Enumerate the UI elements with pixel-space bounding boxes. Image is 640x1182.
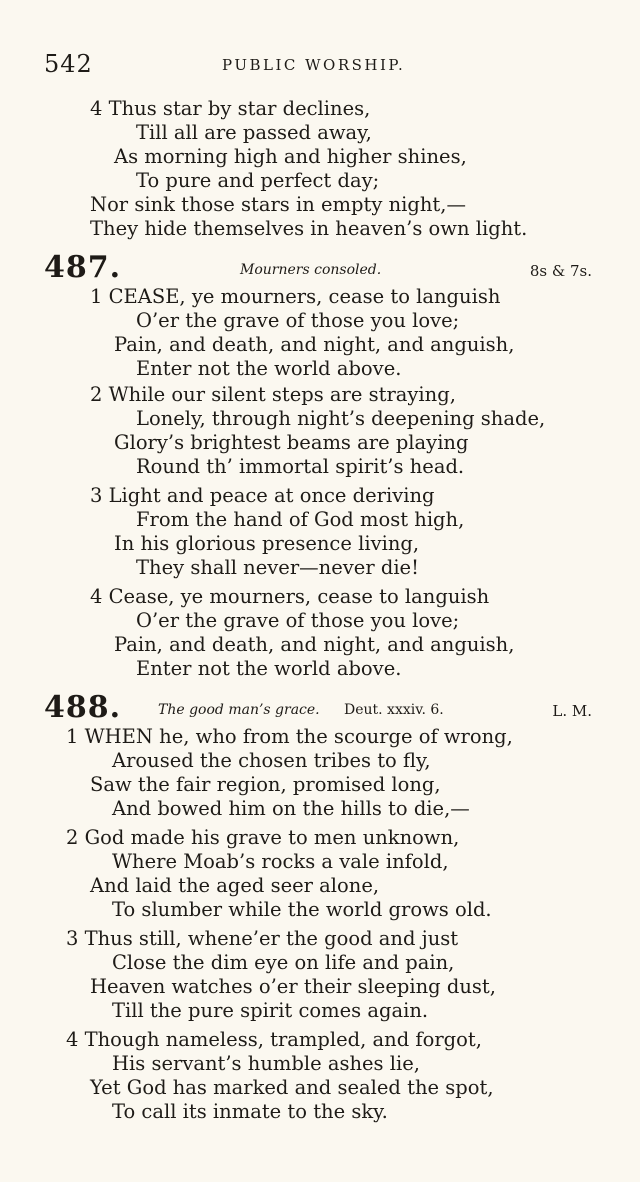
verse-line: From the hand of God most high,: [136, 508, 465, 531]
verse-line: 1 CEASE, ye mourners, cease to languish: [90, 285, 501, 308]
verse-line: To call its inmate to the sky.: [112, 1100, 388, 1123]
verse-line: And bowed him on the hills to die,—: [112, 797, 470, 820]
verse-line: Pain, and death, and night, and anguish,: [114, 633, 515, 656]
verse-line: And laid the aged seer alone,: [90, 874, 380, 897]
verse-line: O’er the grave of those you love;: [136, 309, 460, 332]
verse-line: Round th’ immortal spirit’s head.: [136, 455, 465, 478]
hymn-meter: L. M.: [552, 702, 592, 720]
verse-line: Enter not the world above.: [136, 357, 402, 380]
hymn-title: The good man’s grace.: [158, 702, 320, 718]
verse-line: 2 God made his grave to men unknown,: [66, 826, 460, 849]
verse-line: Enter not the world above.: [136, 657, 402, 680]
hymn-487-heading: [44, 250, 592, 286]
verse-line: 1 WHEN he, who from the scourge of wrong,: [66, 725, 513, 748]
verse-line: Close the dim eye on life and pain,: [112, 951, 455, 974]
hymn-title: Mourners consoled.: [240, 262, 382, 278]
scripture-reference: Deut. xxxiv. 6.: [344, 702, 444, 718]
verse-line: 4 Thus star by star declines,: [90, 97, 371, 120]
verse-line: Where Moab’s rocks a vale infold,: [112, 850, 449, 873]
verse-line: They hide themselves in heaven’s own light.: [90, 217, 528, 240]
verse-line: To pure and perfect day;: [136, 169, 380, 192]
verse-line: 4 Cease, ye mourners, cease to languish: [90, 585, 490, 608]
verse-line: His servant’s humble ashes lie,: [112, 1052, 420, 1075]
verse-line: Till the pure spirit comes again.: [112, 999, 429, 1022]
verse-line: Saw the fair region, promised long,: [90, 773, 441, 796]
verse-line: 4 Though nameless, trampled, and forgot,: [66, 1028, 482, 1051]
verse-line: Heaven watches o’er their sleeping dust,: [90, 975, 496, 998]
verse-line: Till all are passed away,: [136, 121, 372, 144]
page-header: [44, 50, 592, 80]
verse-line: 3 Thus still, whene’er the good and just: [66, 927, 459, 950]
hymn-number: 488.: [44, 690, 122, 725]
verse-line: 2 While our silent steps are straying,: [90, 383, 456, 406]
verse-line: In his glorious presence living,: [114, 532, 420, 555]
verse-line: To slumber while the world grows old.: [112, 898, 492, 921]
verse-line: Aroused the chosen tribes to fly,: [112, 749, 431, 772]
verse-line: O’er the grave of those you love;: [136, 609, 460, 632]
hymn-meter: 8s & 7s.: [529, 262, 592, 280]
verse-line: Glory’s brightest beams are playing: [114, 431, 469, 454]
verse-line: Lonely, through night’s deepening shade,: [136, 407, 546, 430]
verse-line: Yet God has marked and sealed the spot,: [90, 1076, 494, 1099]
page-number: 542: [44, 50, 93, 78]
running-title: PUBLIC WORSHIP.: [222, 56, 406, 74]
hymn-488-heading: [44, 690, 592, 726]
hymn-number: 487.: [44, 250, 122, 285]
verse-line: They shall never—never die!: [136, 556, 419, 579]
verse-line: Pain, and death, and night, and anguish,: [114, 333, 515, 356]
verse-line: 3 Light and peace at once deriving: [90, 484, 435, 507]
verse-line: As morning high and higher shines,: [114, 145, 467, 168]
verse-line: Nor sink those stars in empty night,—: [90, 193, 466, 216]
